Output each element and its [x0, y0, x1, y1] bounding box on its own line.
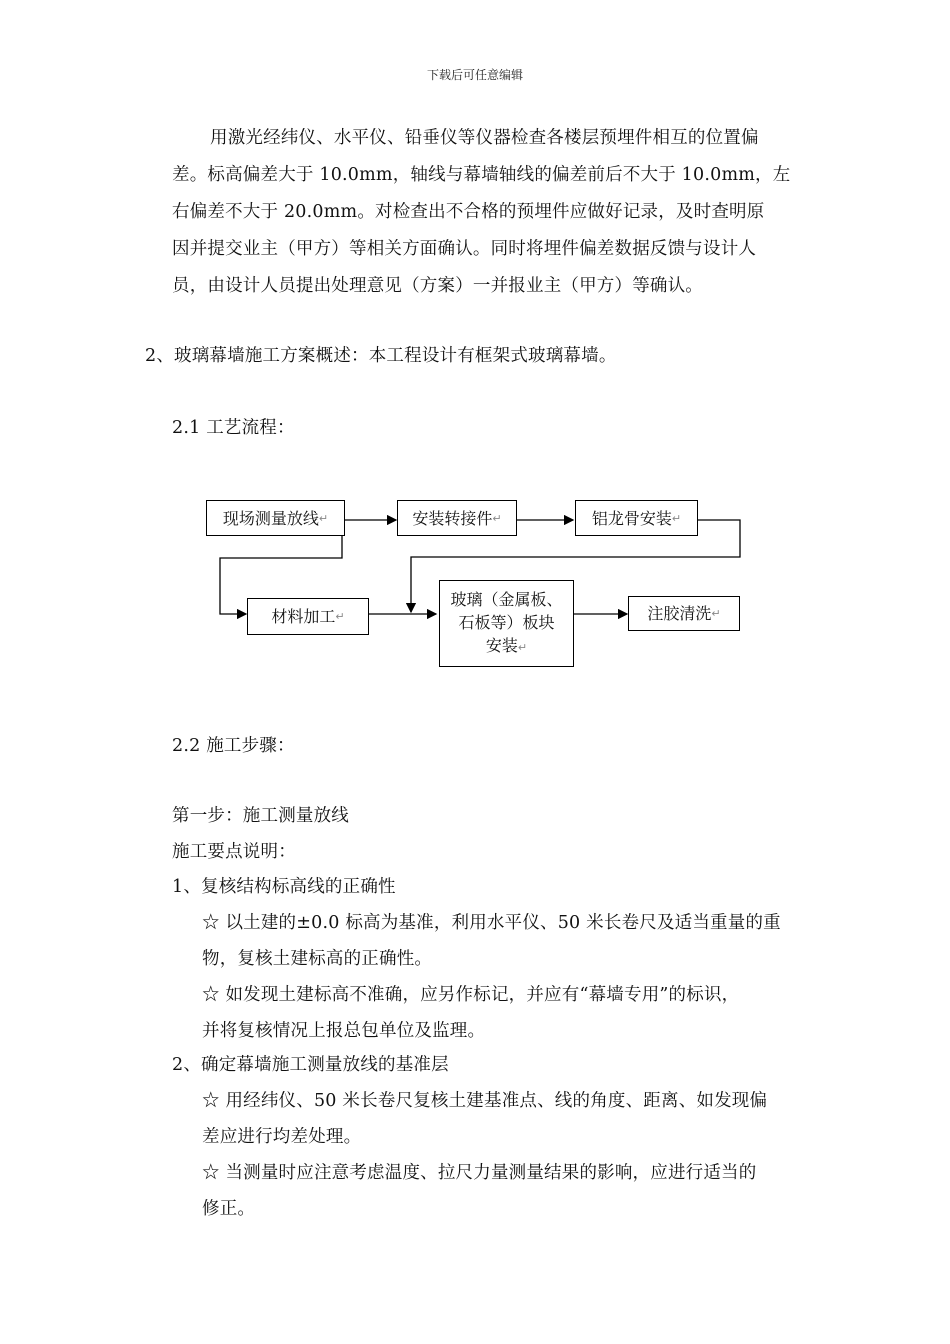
section-2-2-heading: 2.2 施工步骤： [172, 736, 295, 756]
flow-box-keel [575, 500, 698, 536]
item-2-a-line-2: 差应进行均差处理。 [202, 1127, 362, 1147]
flow-box-material [247, 598, 369, 635]
flow-box-panel [439, 580, 574, 667]
item-1-b-line-1: ☆ 如发现土建标高不准确，应另作标记，并应有“幕墙专用”的标识， [202, 985, 740, 1005]
page-header: 下载后可任意编辑 [426, 68, 523, 82]
flow-box-material-label: 材料加工 [271, 607, 336, 626]
flow-box-panel-line-3: 安装 [485, 636, 518, 655]
flow-box-adapter-label: 安装转接件 [412, 508, 493, 528]
flow-box-panel-line-1: 玻璃（金属板、 [450, 590, 563, 609]
paragraph-mark: ↵ [711, 607, 721, 620]
item-1-a-line-2: 物，复核土建标高的正确性。 [202, 949, 433, 969]
section-2-1-heading: 2.1 工艺流程： [172, 418, 295, 438]
flow-box-adapter [397, 500, 517, 536]
paragraph-mark: ↵ [671, 511, 682, 525]
intro-line-2: 差。标高偏差大于 10.0mm，轴线与幕墙轴线的偏差前后不大于 10.0mm，左 [172, 165, 791, 185]
intro-line-4: 因并提交业主（甲方）等相关方面确认。同时将埋件偏差数据反馈与设计人 [172, 239, 757, 259]
flow-box-survey-label: 现场测量放线 [222, 508, 319, 528]
item-2-b-line-1: ☆ 当测量时应注意考虑温度、拉尺力量测量结果的影响，应进行适当的 [202, 1163, 757, 1183]
item-1-heading: 1、复核结构标高线的正确性 [172, 877, 396, 897]
flow-box-keel-label: 铝龙骨安装 [591, 508, 672, 528]
flow-box-sealant [628, 596, 740, 631]
paragraph-mark: ↵ [492, 511, 502, 525]
section-2-heading: 2、玻璃幕墙施工方案概述：本工程设计有框架式玻璃幕墙。 [145, 346, 617, 366]
paragraph-mark: ↵ [517, 641, 528, 654]
intro-line-3: 右偏差不大于 20.0mm。对检查出不合格的预埋件应做好记录，及时查明原 [172, 202, 765, 222]
intro-line-5: 员，由设计人员提出处理意见（方案）一并报业主（甲方）等确认。 [172, 276, 703, 296]
item-2-b-line-2: 修正。 [202, 1199, 256, 1219]
intro-line-1: 用激光经纬仪、水平仪、铅垂仪等仪器检查各楼层预埋件相互的位置偏 [210, 128, 759, 148]
paragraph-mark: ↵ [335, 610, 345, 623]
flow-box-sealant-label: 注胶清洗 [647, 604, 712, 623]
step-1-heading: 第一步：施工测量放线 [172, 806, 349, 826]
item-2-a-line-1: ☆ 用经纬仪、50 米长卷尺复核土建基准点、线的角度、距离、如发现偏 [202, 1091, 768, 1111]
flow-box-survey [206, 500, 345, 536]
item-1-b-line-2: 并将复核情况上报总包单位及监理。 [202, 1021, 486, 1041]
notes-heading: 施工要点说明： [172, 842, 296, 862]
paragraph-mark: ↵ [318, 511, 329, 525]
item-2-heading: 2、确定幕墙施工测量放线的基准层 [172, 1055, 449, 1075]
item-1-a-line-1: ☆ 以土建的±0.0 标高为基准，利用水平仪、50 米长卷尺及适当重量的重 [202, 913, 781, 933]
flow-box-panel-line-2: 石板等）板块 [458, 613, 555, 632]
